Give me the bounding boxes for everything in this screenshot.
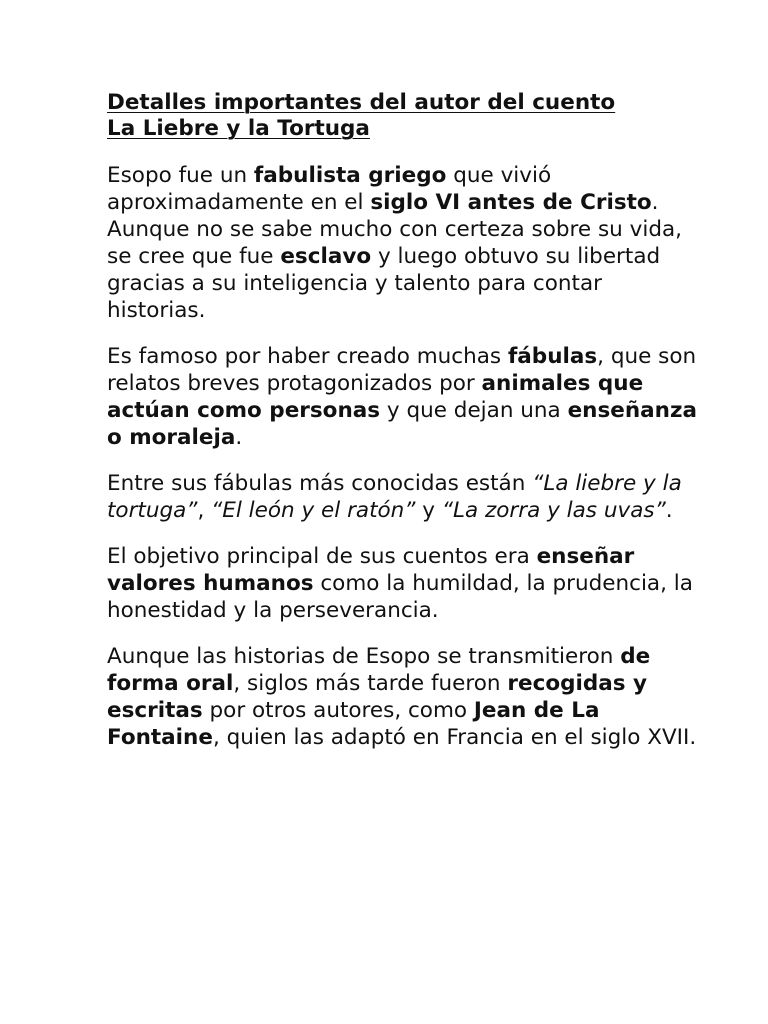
bold-text: recogidas y escritas xyxy=(107,671,648,723)
paragraph-objective xyxy=(107,543,707,624)
bold-text: esclavo xyxy=(280,244,372,269)
title-line-2: La Liebre y la Tortuga xyxy=(107,116,370,141)
document-page xyxy=(107,90,707,770)
bold-text: animales que actúan como personas xyxy=(107,371,644,423)
text-run: . Aunque no se sabe mucho con certeza sobre su vida, se cree que fue xyxy=(107,190,682,269)
text-run: Esopo fue un xyxy=(107,163,254,188)
text-run: y xyxy=(415,498,442,523)
bold-text: enseñanza o moraleja xyxy=(107,398,697,450)
bold-text: siglo VI antes de Cristo xyxy=(370,190,652,215)
bold-text: Jean de La Fontaine xyxy=(107,698,600,750)
text-run: que vivió aproximadamente en el xyxy=(107,163,552,215)
bold-text: fabulista griego xyxy=(253,163,447,188)
bold-text: enseñar valores humanos xyxy=(107,544,635,596)
text-run: El objetivo principal de sus cuentos era xyxy=(107,544,537,569)
paragraph-fables xyxy=(107,343,707,451)
paragraph-known-fables xyxy=(107,470,707,524)
text-run: Entre sus fábulas más conocidas están xyxy=(107,471,533,496)
text-run: por otros autores, como xyxy=(202,698,474,723)
text-run: , quien las adaptó en Francia en el siglo XVII. xyxy=(212,725,697,750)
text-run: Es famoso por haber creado muchas xyxy=(107,344,508,369)
italic-text: “El león y el ratón” xyxy=(211,498,416,523)
paragraph-transmission xyxy=(107,643,707,751)
document-title xyxy=(107,90,707,142)
italic-text: “La liebre y la tortuga” xyxy=(107,471,682,523)
text-run: y luego obtuvo su libertad gracias a su inteligencia y talento para contar historias. xyxy=(107,244,661,323)
text-run: , siglos más tarde fueron xyxy=(233,671,508,696)
text-run: . xyxy=(665,498,673,523)
text-run: . xyxy=(235,425,243,450)
italic-text: “La zorra y las uvas” xyxy=(441,498,666,523)
text-run: Aunque las historias de Esopo se transmitieron xyxy=(107,644,621,669)
paragraph-author-bio xyxy=(107,162,707,324)
title-line-1: Detalles importantes del autor del cuento xyxy=(107,90,616,115)
text-run: , xyxy=(197,498,212,523)
text-run: , que son relatos breves protagonizados por xyxy=(107,344,697,396)
text-run: y que dejan una xyxy=(380,398,568,423)
bold-text: de forma oral xyxy=(107,644,651,696)
text-run: como la humildad, la prudencia, la honestidad y la perseverancia. xyxy=(107,571,693,623)
bold-text: fábulas xyxy=(507,344,598,369)
